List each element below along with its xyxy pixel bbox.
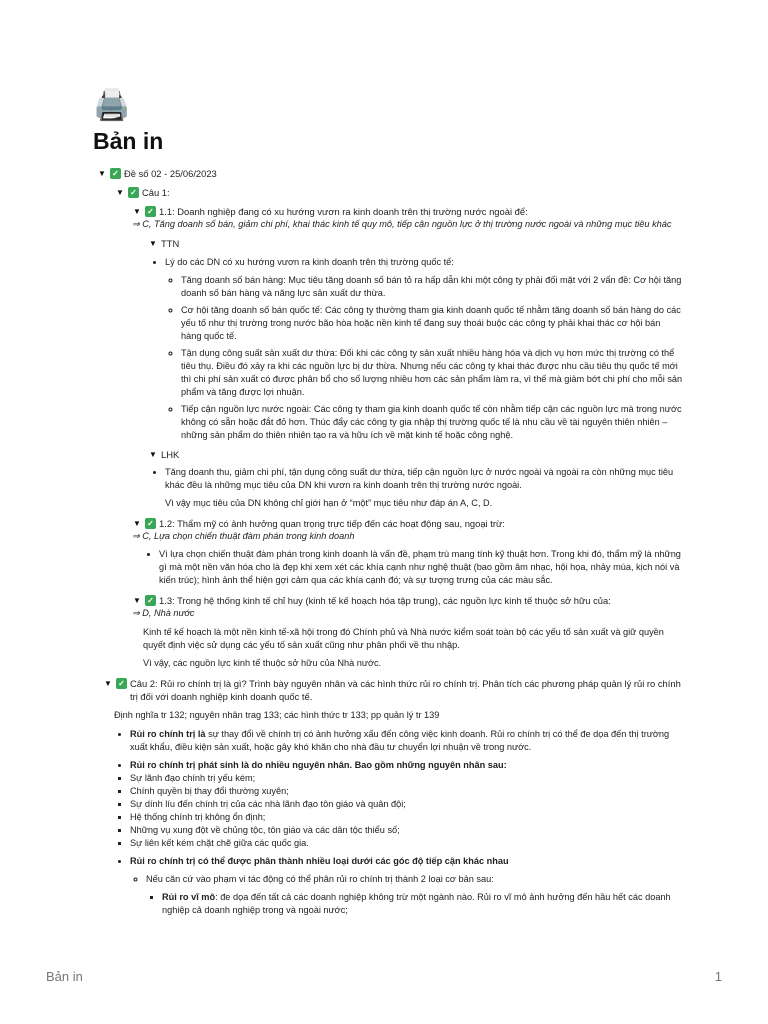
answer-text: ⇒ D, Nhà nước (132, 608, 195, 618)
question-text: 1.1: Doanh nghiệp đang có xu hướng vươn ra kinh doanh trên thị trường nước ngoài để: (159, 206, 528, 217)
toggle-arrow-icon[interactable]: ▼ (133, 596, 141, 605)
toggle-arrow-icon[interactable]: ▼ (149, 239, 157, 248)
list-item: ▪ Những vụ xung đột về chủng tộc, tôn giáo và các dân tộc thiểu số; (130, 824, 683, 837)
footer-title: Bản in (46, 969, 83, 984)
list-item-text: : đe dọa đến tất cả các doanh nghiệp không trừ một ngành nào. Rủi ro vĩ mô ảnh hưởng đến hầu hết các doanh nghiệp cả doanh nghiệp trong và ngoài nước; (162, 892, 671, 915)
list-item: ▪ Chính quyền bị thay đổi thường xuyên; (130, 785, 683, 798)
page-content (93, 88, 683, 917)
toggle-arrow-icon[interactable]: ▼ (104, 679, 112, 688)
toggle-lhk (149, 448, 683, 510)
list-item: • Tăng doanh thu, giảm chi phí, tận dụng công suất dư thừa, tiếp cận nguồn lực ở nước ngoài và ngoài ra còn những mục tiêu khác đều là những mục tiêu của DN khi vươn ra kinh doanh trên thị trường nước ngoài. (165, 466, 683, 492)
list-item: ◦ Tận dụng công suất sản xuất dư thừa: Đối khi các công ty sản xuất nhiều hàng hóa và dịch vụ hơn mức thị trường có thể tiêu thụ. Điều đó xảy ra khi các nguồn lực bị dư thừa. Nhưng nếu các công ty khai thác được nhu cầu tiêu thụ quốc tế mới thì chi phí sản xuất có được phân bổ cho số lượng nhiều hơn các sản phẩm làm ra, vì thế mà giảm bớt chi phí cho mỗi sản phẩm và tăng được lợi nhuận. (181, 347, 683, 399)
list-item-text: Lý do các DN có xu hướng vươn ra kinh doanh trên thị trường quốc tế: (165, 257, 454, 267)
paragraph: Kinh tế kế hoạch là một nền kinh tế-xã hội trong đó Chính phủ và Nhà nước kiểm soát toàn bộ các yếu tố sản xuất và giữ quyền quyết định việc sử dụng các yếu tố sản xuất cũng như phân phối về thu nhập. (143, 627, 664, 650)
question-text: Câu 2: Rủi ro chính trị là gì? Trình bày nguyên nhân và các hình thức rủi ro chính trị. Phân tích các phương pháp quản lý rủi ro chính trị đối với doanh nghiệp kinh doanh quốc tế. (130, 678, 681, 702)
list-item-text: sự thay đổi về chính trị có ảnh hưởng xấu đến công việc kinh doanh. Rủi ro chính trị có thể đe dọa đến thị trường xuất khẩu, điều kiện sản xuất, hoặc gây khó khăn cho nhà đầu tư chuyển lợi nhuận về trong nước. (130, 729, 670, 752)
list-item: • Vì lựa chọn chiến thuật đàm phán trong kinh doanh là vấn đề, phạm trù mang tính kỹ thuật hơn. Trong khi đó, thẩm mỹ là những gì mà một nền văn hóa cho là đẹp khi xem xét các khía cạnh như nghệ thuật (bao gồm âm nhạc, hội họa, nhảy múa, kịch nói và kiến trúc); hình ảnh thể hiện gợi cảm qua các khía cạnh đó; và sự tượng trưng của các màu sắc. (159, 548, 683, 587)
list-item-text: Nếu căn cứ vào phạm vi tác động có thể phân rủi ro chính trị thành 2 loại cơ bản sau: (146, 874, 494, 884)
check-icon: ✓ (128, 187, 139, 198)
bold-text: Rủi ro vĩ mô (162, 892, 216, 902)
check-icon: ✓ (116, 678, 127, 689)
paragraph: Vì vậy, các nguồn lực kinh tế thuộc sở hữu của Nhà nước. (143, 658, 382, 668)
bold-text: Rủi ro chính trị là (130, 729, 206, 739)
toggle-arrow-icon[interactable]: ▼ (98, 169, 106, 178)
list-item: ◦ Cơ hội tăng doanh số bán quốc tế: Các công ty thường tham gia kinh doanh quốc tế nhằm tăng doanh số bán hàng do các yếu tố như thị trường trong nước bão hòa hoặc nền kinh tế đang suy thoái buộc các công ty phải khai thác cơ hội bán hàng quốc tế. (181, 304, 683, 343)
page-title: Bản in (93, 128, 164, 154)
question-text: 1.3: Trong hệ thống kinh tế chỉ huy (kinh tế kế hoạch hóa tập trung), các nguồn lực kinh tế thuộc sở hữu của: (159, 595, 611, 606)
toggle-ttn (149, 237, 683, 442)
check-icon: ✓ (145, 595, 156, 606)
list-item: ◦ Tiếp cận nguồn lực nước ngoài: Các công ty tham gia kinh doanh quốc tế còn nhằm tiếp cận các nguồn lực mà trong nước không có sẵn hoặc đắt đỏ hơn. Thúc đẩy các công ty gia nhập thị trường quốc tế là nhu cầu về tài nguyên thiên nhiên – những sản phẩm do thiên nhiên tạo ra và hữu ích về mặt kinh tế hoặc công nghệ. (181, 403, 683, 442)
toggle-q11 (133, 205, 683, 510)
answer-text: ⇒ C, Lựa chọn chiến thuật đàm phán trong kinh doanh (132, 531, 355, 541)
toggle-arrow-icon[interactable]: ▼ (133, 519, 141, 528)
list-item (165, 256, 683, 442)
bold-text: Rủi ro chính trị có thể được phân thành nhiều loại dưới các góc độ tiếp cận khác nhau (130, 856, 509, 866)
check-icon: ✓ (145, 206, 156, 217)
toggle-arrow-icon[interactable]: ▼ (149, 450, 157, 459)
list-item: ▪ Hệ thống chính trị không ổn định; (130, 811, 683, 824)
toggle-cau2 (104, 677, 683, 917)
toggle-q12 (133, 517, 683, 587)
printer-icon: 🖨️ (93, 89, 131, 122)
list-item: ▪ Sự liên kết kém chặt chẽ giữa các quốc gia. (130, 837, 683, 850)
toggle-q13 (133, 594, 683, 670)
toggle-cau1 (116, 186, 683, 670)
list-item (130, 759, 683, 850)
toggle-arrow-icon[interactable]: ▼ (133, 207, 141, 216)
list-item (162, 891, 683, 917)
list-item: ▪ Sự lãnh đạo chính trị yếu kém; (130, 772, 683, 785)
paragraph: Định nghĩa tr 132; nguyên nhân trag 133; các hình thức tr 133; pp quản lý tr 139 (114, 710, 440, 720)
list-item: ▪ Sự dính líu đến chính trị của các nhà lãnh đạo tôn giáo và quân đội; (130, 798, 683, 811)
bold-text: Rủi ro chính trị phát sinh là do nhiều nguyên nhân. Bao gồm những nguyên nhân sau: (130, 760, 507, 770)
toggle-de-label: Đề số 02 - 25/06/2023 (124, 168, 217, 179)
list-item (146, 873, 683, 917)
check-icon: ✓ (110, 168, 121, 179)
toggle-lhk-label: LHK (161, 449, 180, 460)
answer-text: ⇒ C, Tăng doanh số bán, giảm chi phí, khai thác kinh tế quy mô, tiếp cận nguồn lực ở thị trường nước ngoài và những mục tiêu khác (132, 219, 672, 229)
list-item (130, 728, 683, 754)
toggle-cau1-label: Câu 1: (142, 187, 170, 198)
paragraph: Vì vậy mục tiêu của DN không chỉ giới hạn ở “một” mục tiêu như đáp án A, C, D. (165, 498, 493, 508)
list-item: ◦ Tăng doanh số bán hàng: Mục tiêu tăng doanh số bán tỏ ra hấp dẫn khi một công ty phải đối mặt với 2 vấn đề: Cơ hội tăng doanh số bán hàng và năng lực sản xuất dư thừa. (181, 274, 683, 300)
check-icon: ✓ (145, 518, 156, 529)
toggle-arrow-icon[interactable]: ▼ (116, 188, 124, 197)
page-number: 1 (714, 969, 722, 984)
toggle-ttn-label: TTN (161, 238, 180, 249)
question-text: 1.2: Thẩm mỹ có ảnh hưởng quan trọng trực tiếp đến các hoạt động sau, ngoại trừ: (159, 518, 505, 529)
list-item (130, 855, 683, 917)
toggle-de (98, 167, 683, 917)
